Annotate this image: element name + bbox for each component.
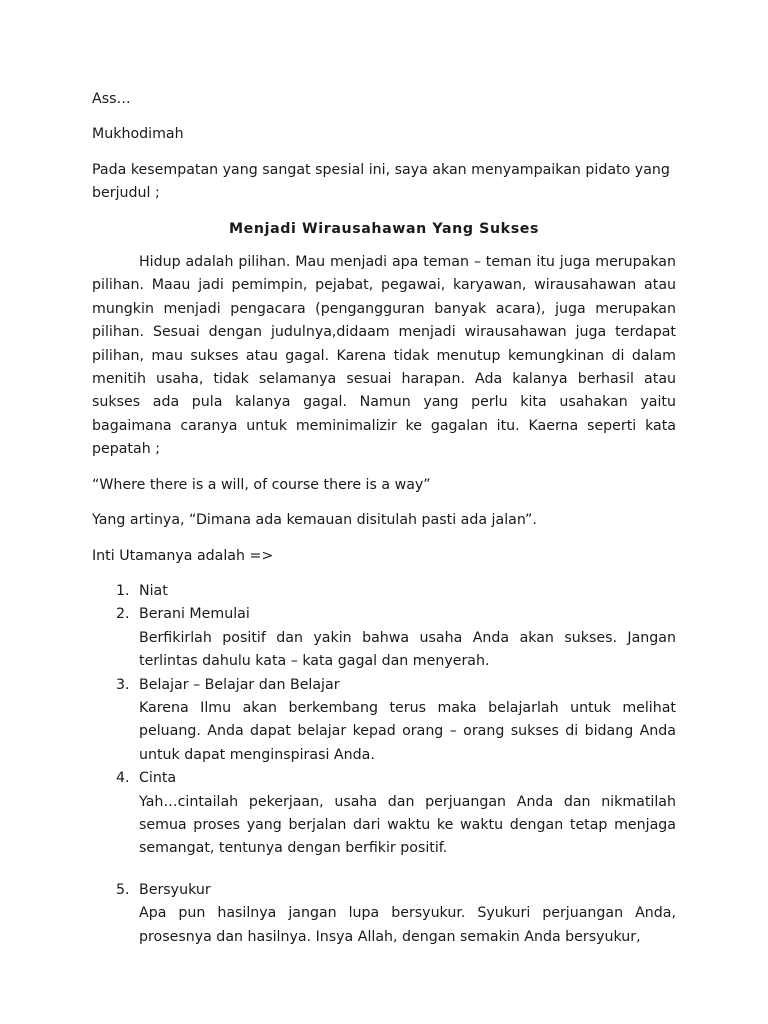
list-item-description: Yah…cintailah pekerjaan, usaha dan perjuangan Anda dan nikmatilah semua proses yang berjalan dari waktu ke waktu dengan tetap menjaga semangat, tentunya dengan berfikir positif. <box>139 793 676 857</box>
list-item-description: Apa pun hasilnya jangan lupa bersyukur. Syukuri perjuangan Anda, prosesnya dan hasilnya. Insya Allah, dengan semakin Anda bersyukur, <box>139 905 676 945</box>
list-item <box>92 580 676 603</box>
quote: “Where there is a will, of course there is a way” <box>92 476 431 493</box>
list-intro: Inti Utamanya adalah => <box>92 547 274 564</box>
list-item-number: 4. <box>116 770 130 787</box>
list-item-heading: Cinta <box>139 770 177 787</box>
key-points-list <box>92 580 676 949</box>
list-item-heading: Belajar – Belajar dan Belajar <box>139 676 340 693</box>
list-item <box>92 879 676 949</box>
list-item-heading: Berani Memulai <box>139 606 250 623</box>
list-item-heading: Niat <box>139 582 168 599</box>
greeting: Ass… <box>92 91 131 107</box>
opening: Mukhodimah <box>92 126 184 143</box>
quote-meaning: Yang artinya, “Dimana ada kemauan disitulah pasti ada jalan”. <box>92 512 537 529</box>
list-item-number: 3. <box>116 676 130 693</box>
body-paragraph: Hidup adalah pilihan. Mau menjadi apa teman – teman itu juga merupakan pilihan. Maau jadi pemimpin, pejabat, pegawai, karyawan, wirausahawan atau mungkin menjadi pengacara (pengangguran banyak acara), juga merupakan pilihan. Sesuai dengan judulnya,didaam menjadi wirausahawan juga terdapat pilihan, mau sukses atau gagal. Karena tidak menutup kemungkinan di dalam menitih usaha, tidak selamanya sesuai harapan. Ada kalanya berhasil atau sukses ada pula kalanya gagal. Namun yang perlu kita usahakan yaitu bagaimana caranya untuk meminimalizir ke gagalan itu. Kaerna seperti kata pepatah ; <box>92 254 676 458</box>
list-item <box>92 767 676 861</box>
list-item-heading: Bersyukur <box>139 881 211 898</box>
list-item-number: 1. <box>116 582 130 599</box>
list-item-description: Berfikirlah positif dan yakin bahwa usaha Anda akan sukses. Jangan terlintas dahulu kata – kata gagal dan menyerah. <box>139 629 676 670</box>
list-item <box>92 674 676 768</box>
intro-paragraph: Pada kesempatan yang sangat spesial ini, saya akan menyampaikan pidato yang berjudul ; <box>92 161 670 202</box>
document-content <box>92 88 676 949</box>
speech-title: Menjadi Wirausahawan Yang Sukses <box>228 220 540 237</box>
list-item-description: Karena Ilmu akan berkembang terus maka belajarlah untuk melihat peluang. Anda dapat belajar kepad orang – orang sukses di bidang Anda untuk dapat menginspirasi Anda. <box>139 699 676 763</box>
list-item-number: 5. <box>116 881 130 898</box>
list-item-number: 2. <box>116 606 130 623</box>
list-item <box>92 603 676 673</box>
